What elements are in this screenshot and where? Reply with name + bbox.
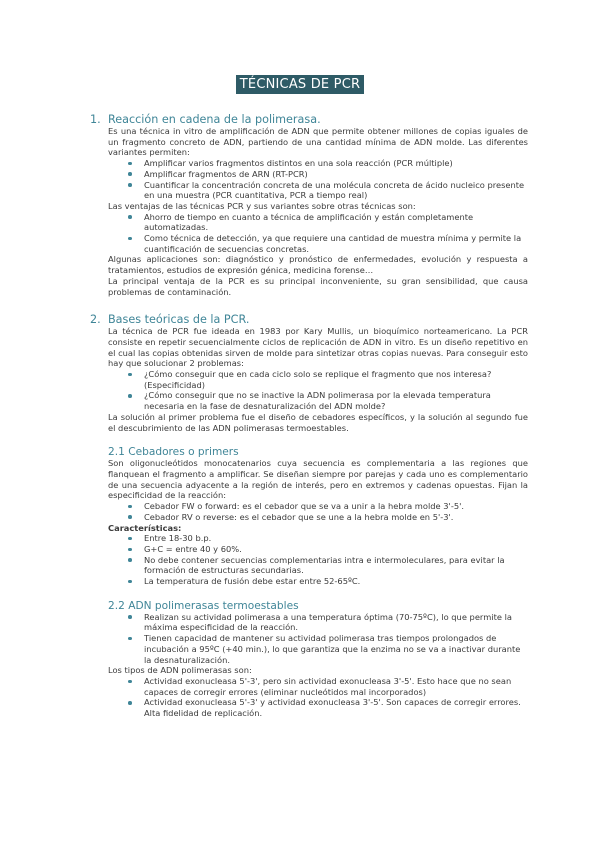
characteristics-list (108, 533, 528, 587)
list-item: Entre 18-30 b.p. (144, 533, 528, 544)
list-item: Actividad exonucleasa 5'-3' y actividad exonucleasa 3'-5'. Son capaces de corregir errores. Alta fidelidad de replicación. (144, 697, 528, 718)
list-item: Actividad exonucleasa 5'-3', pero sin actividad exonucleasa 3'-5'. Esto hace que no sean capaces de corregir errores (eliminar nucleótidos mal incorporados) (144, 676, 528, 697)
section-1-title: Reacción en cadena de la polimerasa. (108, 113, 321, 126)
subsection-2-1-heading: 2.1 Cebadores o primers (108, 446, 239, 459)
section-2-title: Bases teóricas de la PCR. (108, 313, 250, 327)
list-item: Tienen capacidad de mantener su actividad polimerasa tras tiempos prolongados de incubación a 95ºC (+40 min.), lo que garantiza que la enzima no se va a inactivar durante la desnaturalización. (144, 633, 528, 665)
variants-list (108, 158, 528, 201)
subsection-2-2-heading: 2.2 ADN polimerasas termoestables (108, 599, 299, 612)
polymerase-types-intro: Los tipos de ADN polimerasas son: (108, 665, 252, 676)
section-2-heading (90, 313, 528, 326)
list-item: Cuantificar la concentración concreta de una molécula concreta de ácido nucleico presente en una muestra (PCR cuantitativa, PCR a tiempo real) (144, 180, 528, 201)
list-item: La temperatura de fusión debe estar entre 52-65ºC. (144, 576, 528, 587)
subsection-2-1-intro: Son oligonucleótidos monocatenarios cuya secuencia es complementaria a las regiones que flanquean el fragmento a amplificar. Se diseñan siempre por parejas y cada uno es complementario de una secuencia adyacente a la región de interés, pero en extremos y cadenas opuestas. Fijan la especificidad de la reacción: (108, 458, 528, 501)
list-item: Como técnica de detección, ya que requiere una cantidad de muestra mínima y permite la cuantificación de secuencias concretas. (144, 233, 528, 254)
list-item: Realizan su actividad polimerasa a una temperatura óptima (70-75ºC), lo que permite la máxima especificidad de la reacción. (144, 612, 528, 633)
list-item: Amplificar fragmentos de ARN (RT-PCR) (144, 169, 528, 180)
list-item: ¿Cómo conseguir que no se inactive la ADN polimerasa por la elevada temperatura necesaria en la fase de desnaturalización del ADN molde? (144, 390, 528, 411)
title-wrap (0, 73, 600, 94)
polymerase-types-list (108, 676, 528, 719)
section-2-intro: La técnica de PCR fue ideada en 1983 por Kary Mullis, un bioquímico norteamericano. La PCR consiste en repetir secuencialmente ciclos de replicación de ADN in vitro. Es un diseño repetitivo en el cual las copias obtenidas sirven de molde para sintetizar otras copias nuevas. Para conseguir esto hay que solucionar 2 problemas: (108, 326, 528, 369)
list-item: Cebador RV o reverse: es el cebador que se une a la hebra molde en 5'-3'. (144, 512, 528, 523)
list-item: ¿Cómo conseguir que en cada ciclo solo se replique el fragmento que nos interesa? (Especificidad) (144, 369, 528, 390)
section-1-heading (90, 113, 528, 126)
characteristics-label: Características: (108, 522, 182, 533)
polymerase-features-list (108, 612, 528, 666)
list-item: Ahorro de tiempo en cuanto a técnica de amplificación y están completamente automatizadas. (144, 212, 528, 233)
list-item: G+C = entre 40 y 60%. (144, 544, 528, 555)
section-2-number: 2. (90, 313, 101, 327)
problems-list (108, 369, 528, 412)
section-1-intro: Es una técnica in vitro de amplificación de ADN que permite obtener millones de copias iguales de un fragmento concreto de ADN, partiendo de una cantidad mínima de ADN molde. Las diferentes variantes permiten: (108, 126, 528, 158)
advantages-intro: Las ventajas de las técnicas PCR y sus variantes sobre otras técnicas son: (108, 200, 416, 211)
document-body (90, 113, 528, 719)
primers-list (108, 501, 528, 522)
advantages-list (108, 212, 528, 255)
section-1-number: 1. (90, 113, 101, 126)
list-item: No debe contener secuencias complementarias intra e intermoleculares, para evitar la formación de estructuras secundarias. (144, 555, 528, 576)
list-item: Amplificar varios fragmentos distintos en una sola reacción (PCR múltiple) (144, 158, 528, 169)
solution-text: La solución al primer problema fue el diseño de cebadores específicos, y la solución al segundo fue el descubrimiento de las ADN polimerasas termoestables. (108, 411, 528, 433)
document-title: TÉCNICAS DE PCR (236, 75, 364, 94)
list-item: Cebador FW o forward: es el cebador que se va a unir a la hebra molde 3'-5'. (144, 501, 528, 512)
applications-text: Algunas aplicaciones son: diagnóstico y pronóstico de enfermedades, evolución y respuesta a tratamientos, estudios de expresión génica, medicina forense… (108, 254, 528, 276)
drawback-text: La principal ventaja de la PCR es su principal inconveniente, su gran sensibilidad, que causa problemas de contaminación. (108, 275, 528, 297)
